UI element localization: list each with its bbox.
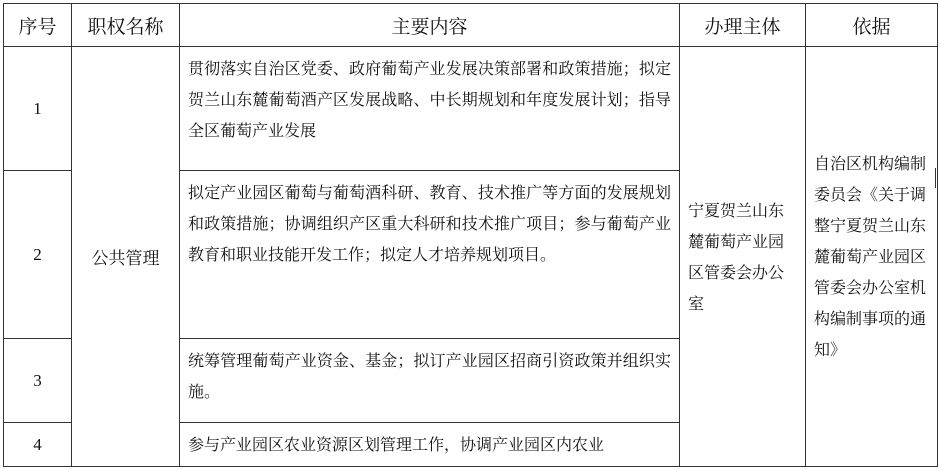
- header-basis: 依据: [806, 4, 938, 47]
- row-seq: 2: [4, 171, 72, 339]
- authority-name-cell: 公共管理: [72, 47, 180, 467]
- table-row: [4, 47, 938, 171]
- page-edge-marker: [935, 168, 936, 188]
- header-main-content: 主要内容: [180, 4, 680, 47]
- row-seq: 1: [4, 47, 72, 171]
- row-content: 贯彻落实自治区党委、政府葡萄产业发展决策部署和政策措施；拟定贺兰山东麓葡萄酒产区发展战略、中长期规划和年度发展计划；指导全区葡萄产业发展: [180, 47, 680, 171]
- handler-cell: 宁夏贺兰山东麓葡萄产业园区管委会办公室: [680, 47, 806, 467]
- header-row: [4, 4, 938, 47]
- header-handler: 办理主体: [680, 4, 806, 47]
- row-content: 统筹管理葡萄产业资金、基金；拟订产业园区招商引资政策并组织实施。: [180, 339, 680, 423]
- header-seq: 序号: [4, 4, 72, 47]
- header-authority-name: 职权名称: [72, 4, 180, 47]
- basis-cell: 自治区机构编制委员会《关于调整宁夏贺兰山东麓葡萄产业园区管委会办公室机构编制事项的通知》: [806, 47, 938, 467]
- row-content: 拟定产业园区葡萄与葡萄酒科研、教育、技术推广等方面的发展规划和政策措施；协调组织产区重大科研和技术推广项目；参与葡萄产业教育和职业技能开发工作；拟定人才培养规划项目。: [180, 171, 680, 339]
- row-seq: 3: [4, 339, 72, 423]
- authority-table: [3, 3, 938, 467]
- row-seq: 4: [4, 423, 72, 467]
- row-content: 参与产业园区农业资源区划管理工作，协调产业园区内农业: [180, 423, 680, 467]
